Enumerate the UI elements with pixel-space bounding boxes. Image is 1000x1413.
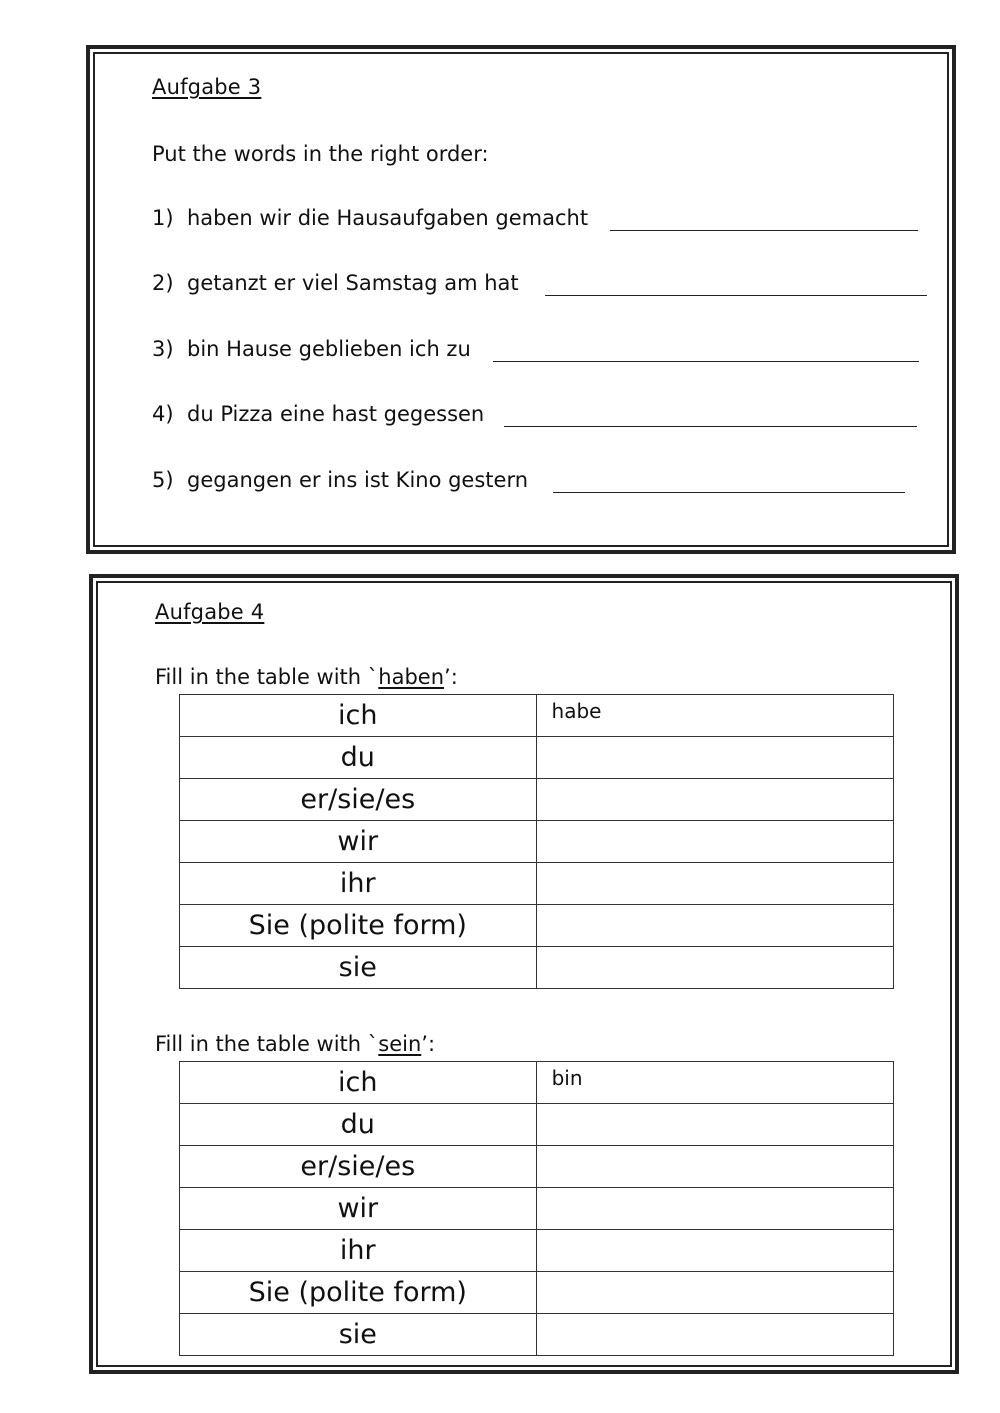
haben-instruction — [155, 665, 458, 689]
answer-cell[interactable] — [536, 1188, 893, 1230]
pronoun-cell: ihr — [180, 863, 537, 905]
answer-cell[interactable] — [536, 863, 893, 905]
scrambled-words: getanzt er viel Samstag am hat — [187, 271, 519, 295]
table-row — [180, 821, 894, 863]
item-number: 4) — [152, 402, 174, 426]
table-row — [180, 1272, 894, 1314]
pronoun-cell: Sie (polite form) — [180, 905, 537, 947]
answer-blank-1[interactable] — [610, 230, 918, 231]
task3-title: Aufgabe 3 — [152, 75, 262, 99]
pronoun-cell: ihr — [180, 1230, 537, 1272]
item-number: 3) — [152, 337, 174, 361]
table-row — [180, 779, 894, 821]
answer-blank-3[interactable] — [493, 361, 919, 362]
answer-blank-4[interactable] — [504, 426, 917, 427]
table-row — [180, 1314, 894, 1356]
scrambled-words: du Pizza eine hast gegessen — [187, 402, 485, 426]
answer-cell[interactable] — [536, 947, 893, 989]
pronoun-cell: er/sie/es — [180, 1146, 537, 1188]
pronoun-cell: du — [180, 1104, 537, 1146]
pronoun-cell: wir — [180, 821, 537, 863]
scrambled-words: gegangen er ins ist Kino gestern — [187, 468, 529, 492]
answer-blank-2[interactable] — [545, 295, 927, 296]
task3-instruction: Put the words in the right order: — [152, 142, 489, 166]
table-row — [180, 905, 894, 947]
pronoun-cell: wir — [180, 1188, 537, 1230]
pronoun-cell: du — [180, 737, 537, 779]
verb-sein: sein — [378, 1032, 422, 1056]
answer-cell[interactable] — [536, 1230, 893, 1272]
item-number: 1) — [152, 206, 174, 230]
table-row — [180, 737, 894, 779]
answer-cell[interactable] — [536, 1146, 893, 1188]
task4-title: Aufgabe 4 — [155, 600, 265, 624]
table-row — [180, 1146, 894, 1188]
sein-table — [179, 1061, 894, 1356]
answer-cell[interactable] — [536, 1104, 893, 1146]
instruction-suffix: ’: — [444, 665, 458, 689]
table-row — [180, 947, 894, 989]
answer-cell[interactable] — [536, 779, 893, 821]
instruction-text: Fill in the table with ` — [155, 1032, 379, 1056]
item-number: 2) — [152, 271, 174, 295]
sein-instruction — [155, 1032, 435, 1056]
pronoun-cell: ich — [180, 695, 537, 737]
answer-cell[interactable] — [536, 1272, 893, 1314]
table-row — [180, 1104, 894, 1146]
pronoun-cell: sie — [180, 947, 537, 989]
scrambled-words: bin Hause geblieben ich zu — [187, 337, 471, 361]
table-row — [180, 1062, 894, 1104]
pronoun-cell: Sie (polite form) — [180, 1272, 537, 1314]
pronoun-cell: sie — [180, 1314, 537, 1356]
task4-box — [89, 574, 959, 1374]
table-row — [180, 1188, 894, 1230]
table-row — [180, 695, 894, 737]
haben-table — [179, 694, 894, 989]
answer-cell[interactable]: habe — [536, 695, 893, 737]
answer-blank-5[interactable] — [553, 492, 905, 493]
table-row — [180, 863, 894, 905]
instruction-text: Fill in the table with ` — [155, 665, 379, 689]
instruction-suffix: ’: — [421, 1032, 436, 1056]
answer-cell[interactable] — [536, 905, 893, 947]
task3-box — [86, 45, 956, 554]
table-row — [180, 1230, 894, 1272]
answer-cell[interactable] — [536, 1314, 893, 1356]
verb-haben: haben — [378, 665, 445, 689]
answer-cell[interactable] — [536, 737, 893, 779]
scrambled-words: haben wir die Hausaufgaben gemacht — [187, 206, 589, 230]
answer-cell[interactable] — [536, 821, 893, 863]
item-number: 5) — [152, 468, 174, 492]
answer-cell[interactable]: bin — [536, 1062, 893, 1104]
pronoun-cell: ich — [180, 1062, 537, 1104]
pronoun-cell: er/sie/es — [180, 779, 537, 821]
